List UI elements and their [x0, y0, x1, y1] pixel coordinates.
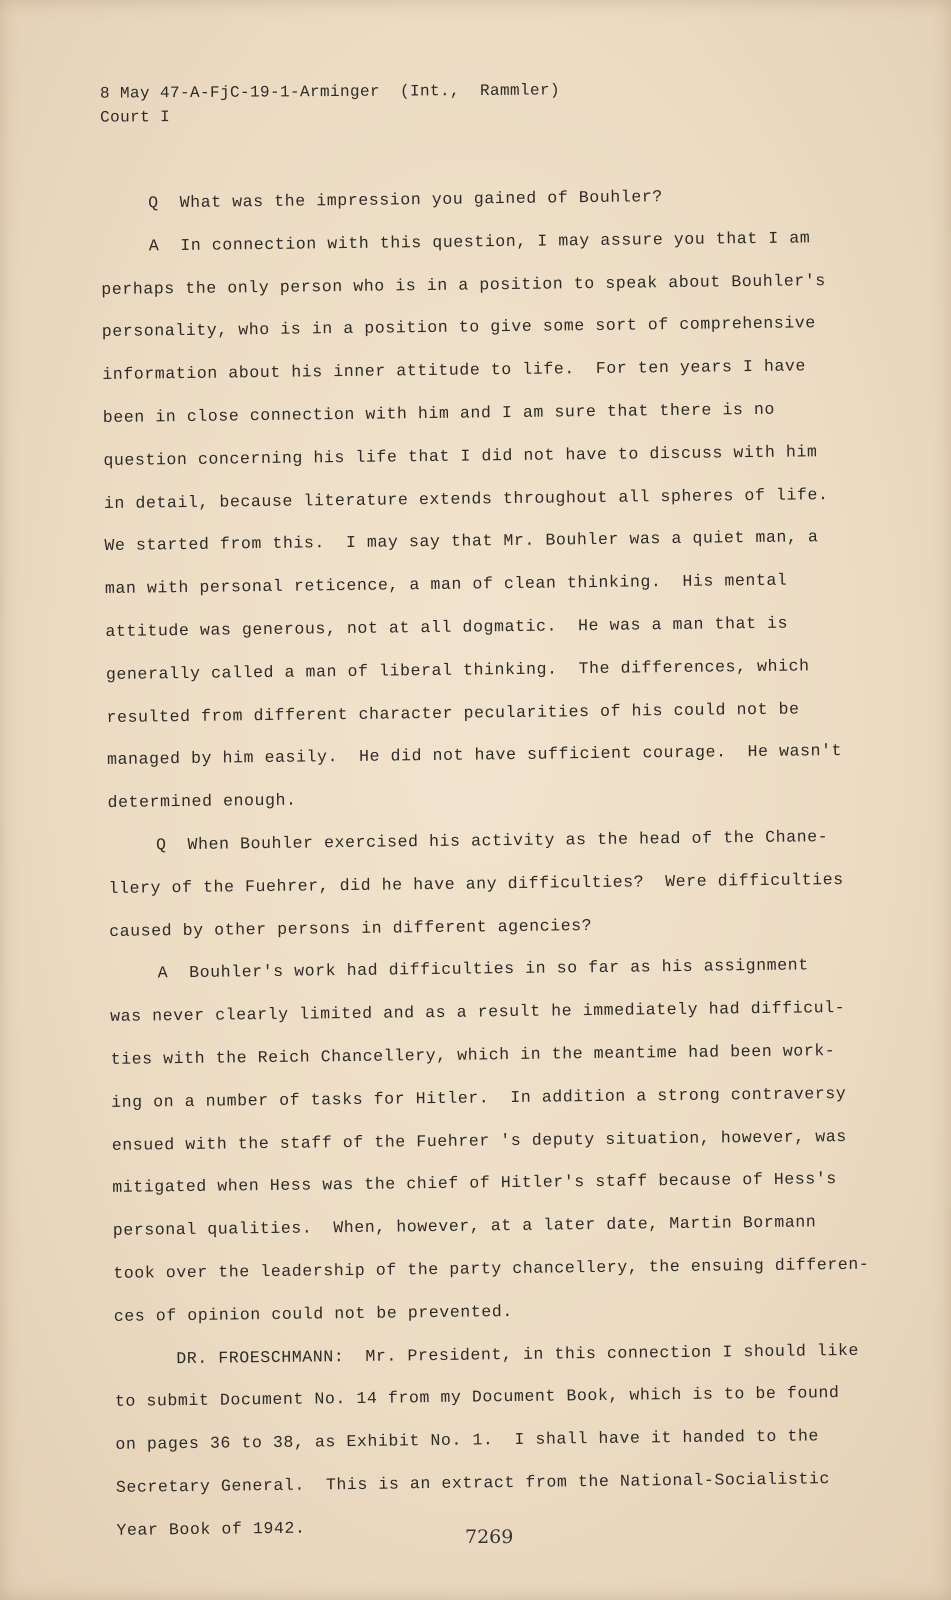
text-line: managed by him easily. He did not have sufficient courage. He wasn't — [106, 741, 843, 770]
text-line: Year Book of 1942. — [116, 1518, 306, 1540]
text-line: was never clearly limited and as a result he immediately had difficul- — [110, 998, 846, 1027]
page-number: 7269 — [465, 1526, 514, 1548]
text-line: in detail, because literature extends throughout all spheres of life. — [103, 484, 829, 513]
text-line: information about his inner attitude to life. For ten years I have — [102, 356, 807, 385]
question-line: Q When Bouhler exercised his activity as the head of the Chane- — [155, 827, 829, 855]
text-line: personal qualities. When, however, at a later date, Martin Bormann — [112, 1212, 817, 1241]
speaker-line: DR. FROESCHMANN: Mr. President, in this connection I should like — [176, 1340, 860, 1368]
transcript-body — [100, 174, 870, 1552]
text-line: We started from this. I may say that Mr. Bouhler was a quiet man, a — [104, 527, 819, 556]
text-line: generally called a man of liberal thinking. The differences, which — [105, 656, 810, 684]
answer-line: A Bouhler's work had difficulties in so far as his assignment — [157, 955, 809, 983]
text-line: mitigated when Hess was the chief of Hitler's staff because of Hess's — [112, 1169, 837, 1198]
text-line: ties with the Reich Chancellery, which in the meantime had been work- — [110, 1041, 836, 1069]
text-line: took over the leadership of the party chancellery, the ensuing differen- — [113, 1254, 870, 1283]
text-line: on pages 36 to 38, as Exhibit No. 1. I shall have it handed to the — [115, 1426, 820, 1455]
header-session-line: 8 May 47-A-FjC-19-1-Arminger (Int., Rammler) — [99, 81, 561, 103]
text-line: ces of opinion could not be prevented. — [113, 1301, 513, 1326]
header-court-line: Court I — [100, 108, 171, 127]
text-line: perhaps the only person who is in a position to speak about Bouhler's — [101, 270, 826, 299]
text-line: ensued with the staff of the Fuehrer 's deputy situation, however, was — [111, 1126, 847, 1155]
text-line: question concerning his life that I did not have to discuss with him — [103, 442, 818, 470]
text-line: to submit Document No. 14 from my Document Book, which is to be found — [114, 1383, 840, 1412]
text-line: ing on a number of tasks for Hitler. In addition a strong contraversy — [111, 1083, 847, 1112]
text-line: personality, who is in a position to give some sort of comprehensive — [101, 313, 816, 342]
text-line: Secretary General. This is an extract from the National-Socialistic — [115, 1469, 831, 1497]
text-line: been in close connection with him and I am sure that there is no — [102, 399, 776, 427]
text-line: attitude was generous, not at all dogmatic. He was a man that is — [105, 613, 789, 641]
text-line: determined enough. — [107, 790, 297, 813]
transcript-header — [100, 78, 560, 129]
text-line: man with personal reticence, a man of clean thinking. His mental — [104, 570, 788, 599]
text-line: resulted from different character pecularities of his could not be — [106, 699, 800, 727]
text-line: llery of the Fuehrer, did he have any difficulties? Were difficulties — [108, 869, 844, 898]
question-line: Q What was the impression you gained of Bouhler? — [148, 187, 663, 213]
text-line: caused by other persons in different agencies? — [109, 915, 593, 941]
answer-line: A In connection with this question, I may assure you that I am — [148, 228, 811, 256]
